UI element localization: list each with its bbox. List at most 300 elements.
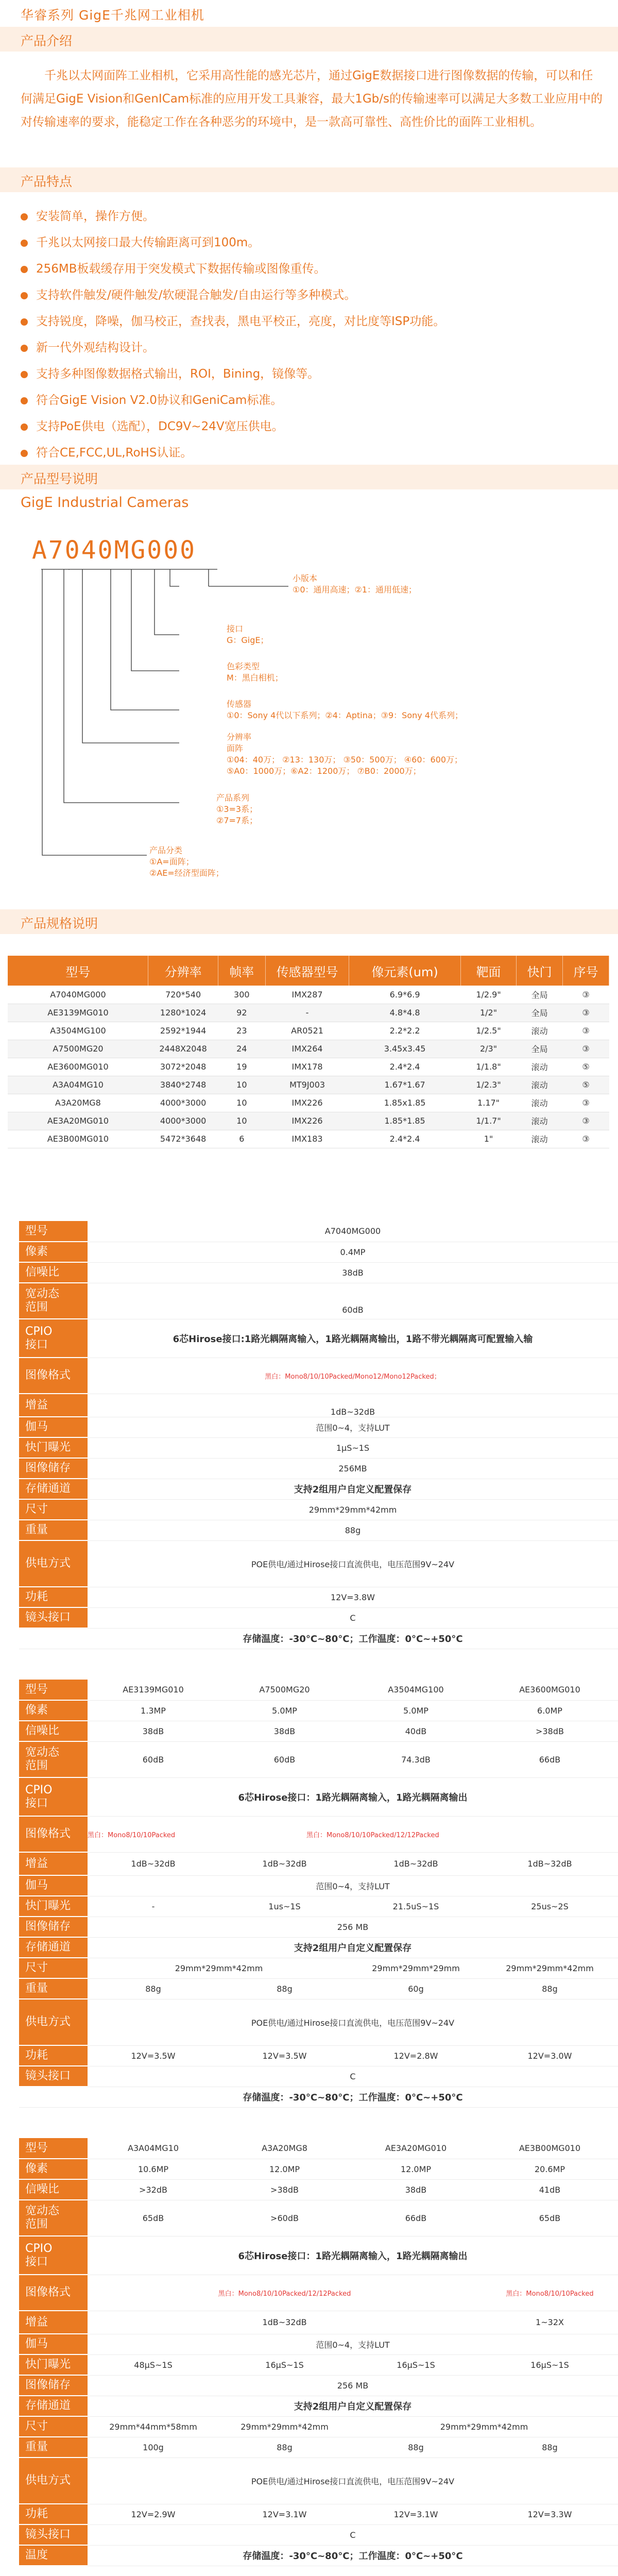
table-row xyxy=(19,1437,618,1458)
table-cell: 12V=3.1W xyxy=(219,2504,350,2524)
table-cell: 41dB xyxy=(482,2179,618,2200)
table-cell: 1/2.9" xyxy=(460,986,516,1004)
table-cell: 12V=3.3W xyxy=(482,2504,618,2524)
row-label: 图像储存 xyxy=(19,2375,88,2396)
row-label: 增益 xyxy=(19,1394,88,1417)
table-cell: 29mm*44mm*58mm xyxy=(88,2416,219,2437)
table-cell: 范围0~4，支持LUT xyxy=(88,2334,618,2354)
table-cell: 1~32X xyxy=(482,2311,618,2334)
feature-item: 支持软件触发/硬件触发/软硬混合触发/自由运行等多种模式。 xyxy=(21,282,603,309)
table-row xyxy=(19,1896,618,1917)
table-cell: AE3139MG010 xyxy=(88,1680,219,1700)
table-cell: ③ xyxy=(563,1040,609,1058)
table-cell: 2.4*2.4 xyxy=(349,1130,461,1148)
spec-header: 靶面 xyxy=(460,956,516,986)
table-cell: ③ xyxy=(563,1004,609,1022)
table-cell: 256 MB xyxy=(88,2375,618,2396)
table-cell: 1/1.8" xyxy=(460,1058,516,1076)
table-cell: 滚动 xyxy=(517,1112,563,1130)
table-cell: 300 xyxy=(218,986,265,1004)
table-cell: 黑白：Mono8/10/10Packed xyxy=(88,1816,219,1852)
row-label: CPIO 接口 xyxy=(19,1777,88,1816)
table-cell: 滚动 xyxy=(517,1022,563,1040)
naming-interface: 接口 G：GigE； xyxy=(227,624,269,645)
table-row xyxy=(19,2138,618,2159)
table-cell: 1dB~32dB xyxy=(219,1852,350,1875)
table-cell xyxy=(19,1628,88,1649)
table-cell: - xyxy=(265,1004,349,1022)
table-cell: 1us~1S xyxy=(219,1896,350,1917)
table-cell: 12V=3.8W xyxy=(88,1587,618,1607)
table-cell: 2/3" xyxy=(460,1040,516,1058)
table-row xyxy=(19,1628,618,1649)
table-cell: >60dB xyxy=(219,2200,350,2236)
table-cell: 10 xyxy=(218,1094,265,1112)
table-cell: POE供电/通过Hirose接口直流供电，电压范围9V~24V xyxy=(88,2458,618,2504)
table-cell: ③ xyxy=(563,1094,609,1112)
table-cell: 滚动 xyxy=(517,1130,563,1148)
table-row xyxy=(19,2159,618,2179)
naming-minor-version: 小版本 ①0：通用高速；②1：通用低速； xyxy=(293,573,417,595)
table-cell: C xyxy=(88,2524,618,2545)
table-cell: IMX226 xyxy=(265,1094,349,1112)
table-cell: 60dB xyxy=(219,1741,350,1777)
table-cell: A3A04MG10 xyxy=(88,2138,219,2159)
table-row xyxy=(8,1130,609,1148)
table-cell: IMX287 xyxy=(265,986,349,1004)
model-code: A7040MG000 xyxy=(32,536,196,565)
row-label: 像素 xyxy=(19,1242,88,1262)
spec-header: 序号 xyxy=(563,956,609,986)
table-cell: ③ xyxy=(563,986,609,1004)
table-row xyxy=(19,1978,618,1999)
table-row xyxy=(19,2354,618,2375)
table-cell: 29mm*29mm*42mm xyxy=(350,2416,618,2437)
table-row xyxy=(19,1587,618,1607)
table-row xyxy=(8,1112,609,1130)
table-cell: A7040MG000 xyxy=(8,986,148,1004)
spec-header: 分辨率 xyxy=(148,956,218,986)
section-bar-features xyxy=(0,167,618,192)
row-label: 重量 xyxy=(19,1520,88,1540)
naming-sensor: 传感器 ①0：Sony 4代以下系列；②4：Aptina；③9：Sony 4代系列； xyxy=(227,699,463,720)
table-cell: 1/2.5" xyxy=(460,1022,516,1040)
table-row xyxy=(19,2437,618,2458)
table-cell: ⑤ xyxy=(563,1058,609,1076)
row-label: CPIO 接口 xyxy=(19,1319,88,1358)
spec-header: 快门 xyxy=(517,956,563,986)
table-cell: 1dB~32dB xyxy=(482,1852,618,1875)
row-label: 像素 xyxy=(19,1700,88,1721)
table-row xyxy=(19,1499,618,1520)
table-cell: 3.45x3.45 xyxy=(349,1040,461,1058)
table-cell: IMX264 xyxy=(265,1040,349,1058)
naming-category: 产品分类 ①A=面阵； ②AE=经济型面阵； xyxy=(149,845,224,878)
row-label: 宽动态 范围 xyxy=(19,2200,88,2236)
table-row xyxy=(19,1283,618,1319)
spec-summary-table xyxy=(8,956,609,1148)
table-cell: 88g xyxy=(482,2437,618,2458)
table-cell: 支持2组用户自定义配置保存 xyxy=(88,1479,618,1499)
model-subtitle: GigE Industrial Cameras xyxy=(21,495,189,511)
table-cell: A7040MG000 xyxy=(88,1221,618,1242)
spec-header: 型号 xyxy=(8,956,148,986)
table-cell: 2.4*2.4 xyxy=(349,1058,461,1076)
table-cell: ③ xyxy=(563,1112,609,1130)
table-cell: 1/2" xyxy=(460,1004,516,1022)
table-cell: AR0521 xyxy=(265,1022,349,1040)
table-cell: 23 xyxy=(218,1022,265,1040)
table-cell: 74.3dB xyxy=(350,1741,482,1777)
table-row xyxy=(19,1319,618,1358)
table-cell: 12V=3.1W xyxy=(350,2504,482,2524)
table-cell: 10 xyxy=(218,1076,265,1094)
table-cell: 1dB~32dB xyxy=(88,1852,219,1875)
table-cell: 1dB~32dB xyxy=(350,1852,482,1875)
table-cell: POE供电/通过Hirose接口直流供电，电压范围9V~24V xyxy=(88,1999,618,2045)
table-cell: >32dB xyxy=(88,2179,219,2200)
table-cell: A3A20MG8 xyxy=(219,2138,350,2159)
table-cell: 256 MB xyxy=(88,1917,618,1937)
row-label: 型号 xyxy=(19,1680,88,1700)
table-cell: 65dB xyxy=(482,2200,618,2236)
table-cell: 6.9*6.9 xyxy=(349,986,461,1004)
table-cell: 支持2组用户自定义配置保存 xyxy=(88,1937,618,1958)
spec-header-row xyxy=(8,956,609,986)
spec-header: 传感器型号 xyxy=(265,956,349,986)
table-row xyxy=(19,1999,618,2045)
table-cell: - xyxy=(88,1896,219,1917)
bullet-icon xyxy=(21,213,28,221)
row-label: 伽马 xyxy=(19,2334,88,2354)
table-row xyxy=(19,2275,618,2311)
table-cell: 1μS~1S xyxy=(88,1437,618,1458)
spec-header: 像元素(um) xyxy=(349,956,461,986)
spec-header: 帧率 xyxy=(218,956,265,986)
table-cell: 12.0MP xyxy=(219,2159,350,2179)
table-cell: 全局 xyxy=(517,986,563,1004)
table-row xyxy=(19,1262,618,1283)
row-label: 供电方式 xyxy=(19,2458,88,2504)
table-cell: AE3B00MG010 xyxy=(8,1130,148,1148)
table-cell: 10.6MP xyxy=(88,2159,219,2179)
table-cell: 88g xyxy=(219,1978,350,1999)
table-cell: 1280*1024 xyxy=(148,1004,218,1022)
naming-series: 产品系列 ①3=3系； ②7=7系； xyxy=(216,793,258,825)
table-cell: 滚动 xyxy=(517,1076,563,1094)
table-cell: ⑤ xyxy=(563,1076,609,1094)
table-cell: MT9J003 xyxy=(265,1076,349,1094)
row-label: 信噪比 xyxy=(19,1721,88,1741)
table-row xyxy=(19,1394,618,1417)
table-cell: 29mm*29mm*42mm xyxy=(219,2416,350,2437)
table-cell: 滚动 xyxy=(517,1058,563,1076)
table-row xyxy=(19,1777,618,1816)
table-cell: 29mm*29mm*42mm xyxy=(88,1499,618,1520)
table-cell: 21.5uS~1S xyxy=(350,1896,482,1917)
table-row xyxy=(8,1094,609,1112)
table-row xyxy=(19,1958,618,1978)
bullet-icon xyxy=(21,397,28,404)
table-cell: AE3600MG010 xyxy=(8,1058,148,1076)
row-label: 信噪比 xyxy=(19,2179,88,2200)
feature-item: 256MB板载缓存用于突发模式下数据传输或图像重传。 xyxy=(21,256,603,282)
table-cell: 1.3MP xyxy=(88,1700,219,1721)
detail-table-1 xyxy=(19,1221,618,1649)
table-cell: 6.0MP xyxy=(482,1700,618,1721)
table-cell: AE3600MG010 xyxy=(482,1680,618,1700)
bullet-icon xyxy=(21,345,28,352)
feature-item: 符合GigE Vision V2.0协议和GeniCam标准。 xyxy=(21,387,603,414)
table-row xyxy=(19,2375,618,2396)
feature-list xyxy=(21,204,603,466)
table-row xyxy=(19,2179,618,2200)
table-cell: 5472*3648 xyxy=(148,1130,218,1148)
table-cell: A7500MG20 xyxy=(8,1040,148,1058)
table-cell: 88g xyxy=(350,2437,482,2458)
table-cell: 12.0MP xyxy=(350,2159,482,2179)
row-label: 图像储存 xyxy=(19,1458,88,1479)
feature-item: 支持多种图像数据格式输出，ROI，Bining，镜像等。 xyxy=(21,361,603,387)
table-cell: 60g xyxy=(350,1978,482,1999)
table-cell: 66dB xyxy=(350,2200,482,2236)
table-cell: 全局 xyxy=(517,1040,563,1058)
table-cell: 88g xyxy=(219,2437,350,2458)
row-label: 增益 xyxy=(19,2311,88,2334)
table-cell: 12V=2.9W xyxy=(88,2504,219,2524)
table-row xyxy=(19,2396,618,2416)
table-cell: 范围0~4，支持LUT xyxy=(88,1875,618,1896)
row-label: 信噪比 xyxy=(19,1262,88,1283)
table-cell xyxy=(19,2087,88,2107)
table-row xyxy=(19,2545,618,2566)
table-cell: 5.0MP xyxy=(219,1700,350,1721)
table-cell: 2448X2048 xyxy=(148,1040,218,1058)
row-label: 镜头接口 xyxy=(19,2524,88,2545)
table-row xyxy=(19,2087,618,2107)
table-cell: 20.6MP xyxy=(482,2159,618,2179)
naming-color-type: 色彩类型 M：黑白相机； xyxy=(227,662,283,683)
table-row xyxy=(19,2311,618,2334)
table-cell: ③ xyxy=(563,1022,609,1040)
page-title: 华睿系列 GigE千兆网工业相机 xyxy=(21,8,204,23)
table-cell: 黑白：Mono8/10/10Packed/12/12Packed xyxy=(219,1816,618,1852)
row-label: 存储通道 xyxy=(19,2396,88,2416)
table-cell: 4000*3000 xyxy=(148,1112,218,1130)
row-label: 重量 xyxy=(19,1978,88,1999)
detail-table-2 xyxy=(19,1680,618,2108)
table-cell: A3A04MG10 xyxy=(8,1076,148,1094)
table-cell: 滚动 xyxy=(517,1094,563,1112)
row-label: 型号 xyxy=(19,2138,88,2159)
feature-item: 千兆以太网接口最大传输距离可到100m。 xyxy=(21,230,603,256)
table-cell: A3504MG100 xyxy=(8,1022,148,1040)
row-label: 快门曝光 xyxy=(19,2354,88,2375)
table-cell: 范围0~4，支持LUT xyxy=(88,1417,618,1437)
table-cell: >38dB xyxy=(482,1721,618,1741)
table-row xyxy=(19,2066,618,2087)
table-cell: 29mm*29mm*29mm xyxy=(350,1958,482,1978)
table-cell: 0.4MP xyxy=(88,1242,618,1262)
section-title-intro: 产品介绍 xyxy=(21,33,73,48)
table-cell: 1.85*1.85 xyxy=(349,1112,461,1130)
table-cell: 6芯Hirose接口：1路光耦隔离输入，1路光耦隔离输出 xyxy=(88,2236,618,2275)
row-label: 温度 xyxy=(19,2545,88,2566)
row-label: 伽马 xyxy=(19,1875,88,1896)
table-cell: A3504MG100 xyxy=(350,1680,482,1700)
table-row xyxy=(19,1479,618,1499)
table-cell: A7500MG20 xyxy=(219,1680,350,1700)
table-row xyxy=(19,1417,618,1437)
detail-table-3 xyxy=(19,2138,618,2566)
bullet-icon xyxy=(21,266,28,273)
table-cell: 1" xyxy=(460,1130,516,1148)
table-cell: 3072*2048 xyxy=(148,1058,218,1076)
table-row xyxy=(19,1540,618,1587)
section-title-features: 产品特点 xyxy=(21,174,73,189)
table-cell: 24 xyxy=(218,1040,265,1058)
feature-item: 支持PoE供电（选配），DC9V~24V宽压供电。 xyxy=(21,414,603,440)
row-label: 功耗 xyxy=(19,1587,88,1607)
bullet-icon xyxy=(21,371,28,378)
table-cell: 1/2.3" xyxy=(460,1076,516,1094)
table-row xyxy=(19,1721,618,1741)
table-cell: 1.17" xyxy=(460,1094,516,1112)
feature-item: 支持锐度，降噪，伽马校正，查找表，黑电平校正，亮度，对比度等ISP功能。 xyxy=(21,309,603,335)
table-cell: 65dB xyxy=(88,2200,219,2236)
table-cell: 黑白：Mono8/10/10Packed/Mono12/Mono12Packed； xyxy=(88,1358,618,1394)
table-cell: AE3B00MG010 xyxy=(482,2138,618,2159)
table-cell: 16μS~1S xyxy=(482,2354,618,2375)
table-cell: AE3A20MG010 xyxy=(350,2138,482,2159)
row-label: 供电方式 xyxy=(19,1999,88,2045)
row-label: 存储通道 xyxy=(19,1479,88,1499)
table-cell: IMX178 xyxy=(265,1058,349,1076)
row-label: 增益 xyxy=(19,1852,88,1875)
table-cell: 12V=2.8W xyxy=(350,2045,482,2066)
row-label: 供电方式 xyxy=(19,1540,88,1587)
feature-item: 符合CE,FCC,UL,RoHS认证。 xyxy=(21,440,603,466)
feature-item: 新一代外观结构设计。 xyxy=(21,335,603,361)
table-row xyxy=(19,1458,618,1479)
table-cell: 1dB~32dB xyxy=(88,1394,618,1417)
feature-item: 安装简单，操作方便。 xyxy=(21,204,603,230)
row-label: 宽动态 范围 xyxy=(19,1283,88,1319)
section-title-specs: 产品规格说明 xyxy=(21,916,98,931)
table-cell: 29mm*29mm*42mm xyxy=(482,1958,618,1978)
bullet-icon xyxy=(21,292,28,299)
table-cell: 支持2组用户自定义配置保存 xyxy=(88,2396,618,2416)
bullet-icon xyxy=(21,423,28,431)
table-cell: 19 xyxy=(218,1058,265,1076)
table-cell: 12V=3.0W xyxy=(482,2045,618,2066)
table-cell: 全局 xyxy=(517,1004,563,1022)
table-cell: 6芯Hirose接口：1路光耦隔离输入，1路光耦隔离输出 xyxy=(88,1777,618,1816)
table-cell: 60dB xyxy=(88,1741,219,1777)
table-cell: 6 xyxy=(218,1130,265,1148)
table-cell: 1/1.7" xyxy=(460,1112,516,1130)
table-cell: AE3139MG010 xyxy=(8,1004,148,1022)
table-cell: 10 xyxy=(218,1112,265,1130)
row-label: 快门曝光 xyxy=(19,1437,88,1458)
table-cell: 3840*2748 xyxy=(148,1076,218,1094)
table-row xyxy=(19,1221,618,1242)
table-row xyxy=(8,1022,609,1040)
table-cell: >38dB xyxy=(219,2179,350,2200)
table-row xyxy=(8,1058,609,1076)
table-row xyxy=(19,1520,618,1540)
intro-text: 千兆以太网面阵工业相机，它采用高性能的感光芯片，通过GigE数据接口进行图像数据的传输，可以和任何满足GigE Vision和GenICam标准的应用开发工具兼容，最大1Gb/s的传输速率可以满足大多数工业应用中的对传输速率的要求，能稳定工作在各种恶劣的环境中，是一款高可靠性、高性价比的面阵工业相机。 xyxy=(21,69,603,129)
table-cell: 黑白：Mono8/10/10Packed xyxy=(482,2275,618,2311)
row-label: 图像格式 xyxy=(19,1816,88,1852)
table-cell: 38dB xyxy=(219,1721,350,1741)
table-cell: 60dB xyxy=(88,1283,618,1319)
table-cell: AE3A20MG010 xyxy=(8,1112,148,1130)
table-row xyxy=(19,1816,618,1852)
row-label: 重量 xyxy=(19,2437,88,2458)
table-cell: 4000*3000 xyxy=(148,1094,218,1112)
table-cell: 38dB xyxy=(350,2179,482,2200)
table-row xyxy=(19,2524,618,2545)
row-label: 镜头接口 xyxy=(19,1607,88,1628)
row-label: 尺寸 xyxy=(19,2416,88,2437)
row-label: CPIO 接口 xyxy=(19,2236,88,2275)
table-row xyxy=(19,2200,618,2236)
table-row xyxy=(19,1358,618,1394)
row-label: 尺寸 xyxy=(19,1499,88,1520)
table-cell: IMX226 xyxy=(265,1112,349,1130)
table-cell: 2.2*2.2 xyxy=(349,1022,461,1040)
table-cell: 88g xyxy=(482,1978,618,1999)
table-cell: 1.67*1.67 xyxy=(349,1076,461,1094)
table-row xyxy=(19,2504,618,2524)
table-row xyxy=(8,986,609,1004)
table-cell: 66dB xyxy=(482,1741,618,1777)
table-row xyxy=(19,1242,618,1262)
table-row xyxy=(19,1852,618,1875)
table-row xyxy=(8,1004,609,1022)
row-label: 宽动态 范围 xyxy=(19,1741,88,1777)
table-row xyxy=(19,2236,618,2275)
row-label: 像素 xyxy=(19,2159,88,2179)
table-cell: 1.85x1.85 xyxy=(349,1094,461,1112)
row-label: 存储通道 xyxy=(19,1937,88,1958)
table-cell: 2592*1944 xyxy=(148,1022,218,1040)
table-cell: 存储温度：-30°C~80°C；工作温度：0°C~+50°C xyxy=(88,2087,618,2107)
table-cell: A3A20MG8 xyxy=(8,1094,148,1112)
table-cell: ③ xyxy=(563,1130,609,1148)
table-cell: 256MB xyxy=(88,1458,618,1479)
table-row xyxy=(8,1040,609,1058)
section-bar-intro xyxy=(0,27,618,52)
table-row xyxy=(8,1076,609,1094)
table-cell: 16μS~1S xyxy=(350,2354,482,2375)
row-label: 镜头接口 xyxy=(19,2066,88,2087)
table-row xyxy=(19,1875,618,1896)
row-label: 尺寸 xyxy=(19,1958,88,1978)
table-cell: 38dB xyxy=(88,1721,219,1741)
table-row xyxy=(19,1700,618,1721)
table-cell: 16μS~1S xyxy=(219,2354,350,2375)
row-label: 功耗 xyxy=(19,2504,88,2524)
table-cell: 4.8*4.8 xyxy=(349,1004,461,1022)
row-label: 图像格式 xyxy=(19,2275,88,2311)
table-cell: C xyxy=(88,1607,618,1628)
table-cell: 存储温度：-30°C~80°C；工作温度：0°C~+50°C xyxy=(88,2545,618,2566)
table-cell: 88g xyxy=(88,1520,618,1540)
table-cell: 100g xyxy=(88,2437,219,2458)
row-label: 图像格式 xyxy=(19,1358,88,1394)
